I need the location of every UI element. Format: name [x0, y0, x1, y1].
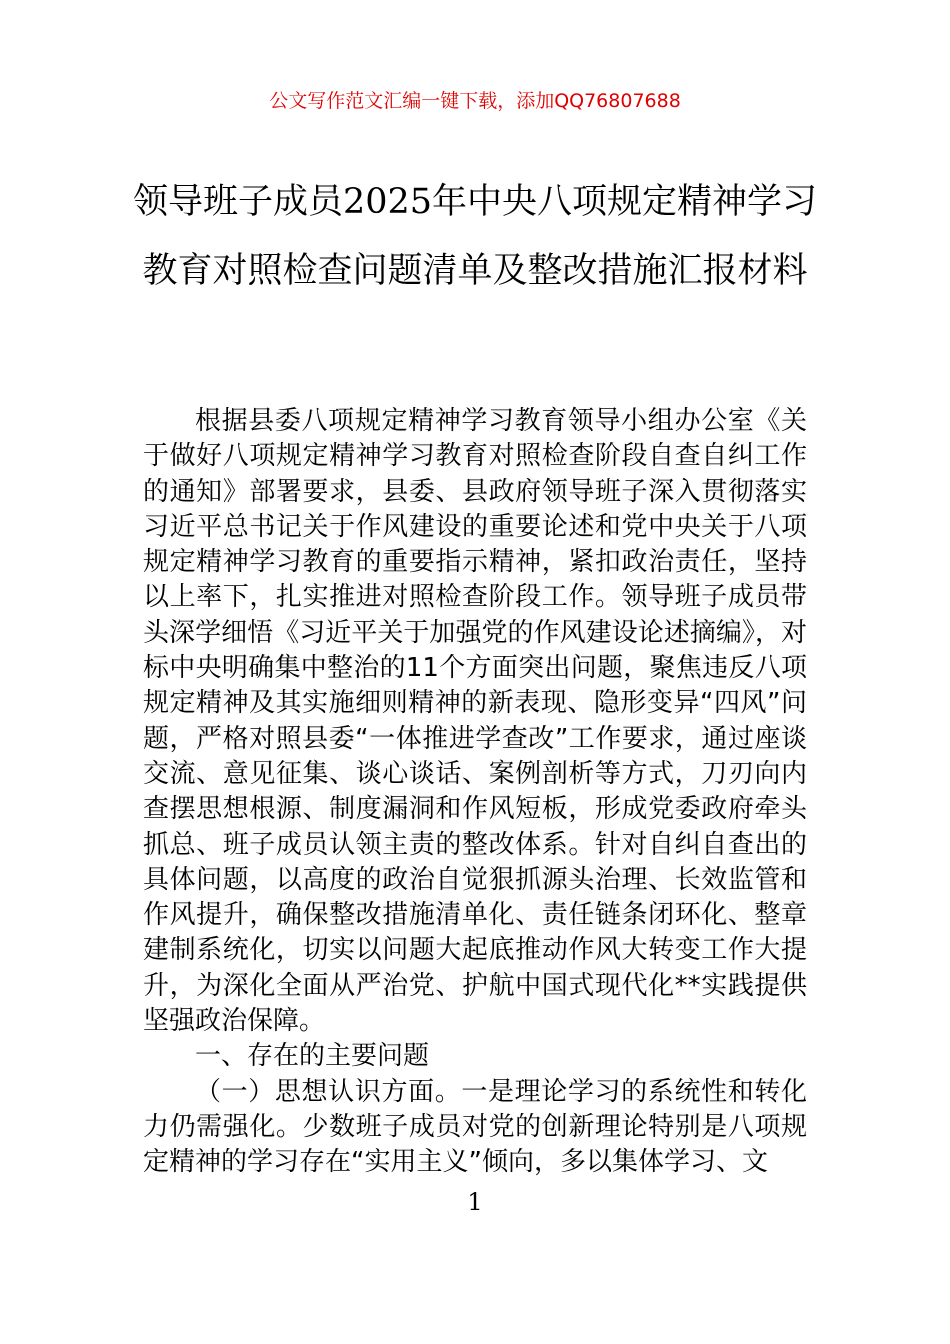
- document-title: [130, 168, 820, 306]
- subsection-paragraph: （一）思想认识方面。一是理论学习的系统性和转化力仍需强化。少数班子成员对党的创新理论特别是八项规定精神的学习存在“实用主义”倾向，多以集体学习、文: [143, 1076, 807, 1178]
- title-part-2: 年中央八项规定精神学习教育对照检查问题清单及整改措施汇报材料: [142, 182, 818, 291]
- document-body: [143, 404, 807, 1181]
- title-year: 2025: [342, 182, 433, 222]
- intro-paragraph: 根据县委八项规定精神学习教育领导小组办公室《关于做好八项规定精神学习教育对照检查阶段自查自纠工作的通知》部署要求，县委、县政府领导班子深入贯彻落实习近平总书记关于作风建设的重要论述和党中央关于八项规定精神学习教育的重要指示精神，紧扣政治责任，坚持以上率下，扎实推进对照检查阶段工作。领导班子成员带头深学细悟《习近平关于加强党的作风建设论述摘编》，对标中央明确集中整治的11个方面突出问题，聚焦违反八项规定精神及其实施细则精神的新表现、隐形变异“四风”问题，严格对照县委“一体推进学查改”工作要求，通过座谈交流、意见征集、谈心谈话、案例剖析等方式，刀刃向内查摆思想根源、制度漏洞和作风短板，形成党委政府牵头抓总、班子成员认领主责的整改体系。针对自纠自查出的具体问题，以高度的政治自觉狠抓源头治理、长效监管和作风提升，确保整改措施清单化、责任链条闭环化、整章建制系统化，切实以问题大起底推动作风大转变工作大提升，为深化全面从严治党、护航中国式现代化**实践提供坚强政治保障。: [143, 406, 807, 1037]
- page-number: 1: [467, 1188, 483, 1216]
- header-note: 公文写作范文汇编一键下载，添加QQ76807688: [269, 90, 681, 112]
- section-heading: 一、存在的主要问题: [195, 1041, 430, 1072]
- title-part-1: 领导班子成员: [132, 182, 343, 222]
